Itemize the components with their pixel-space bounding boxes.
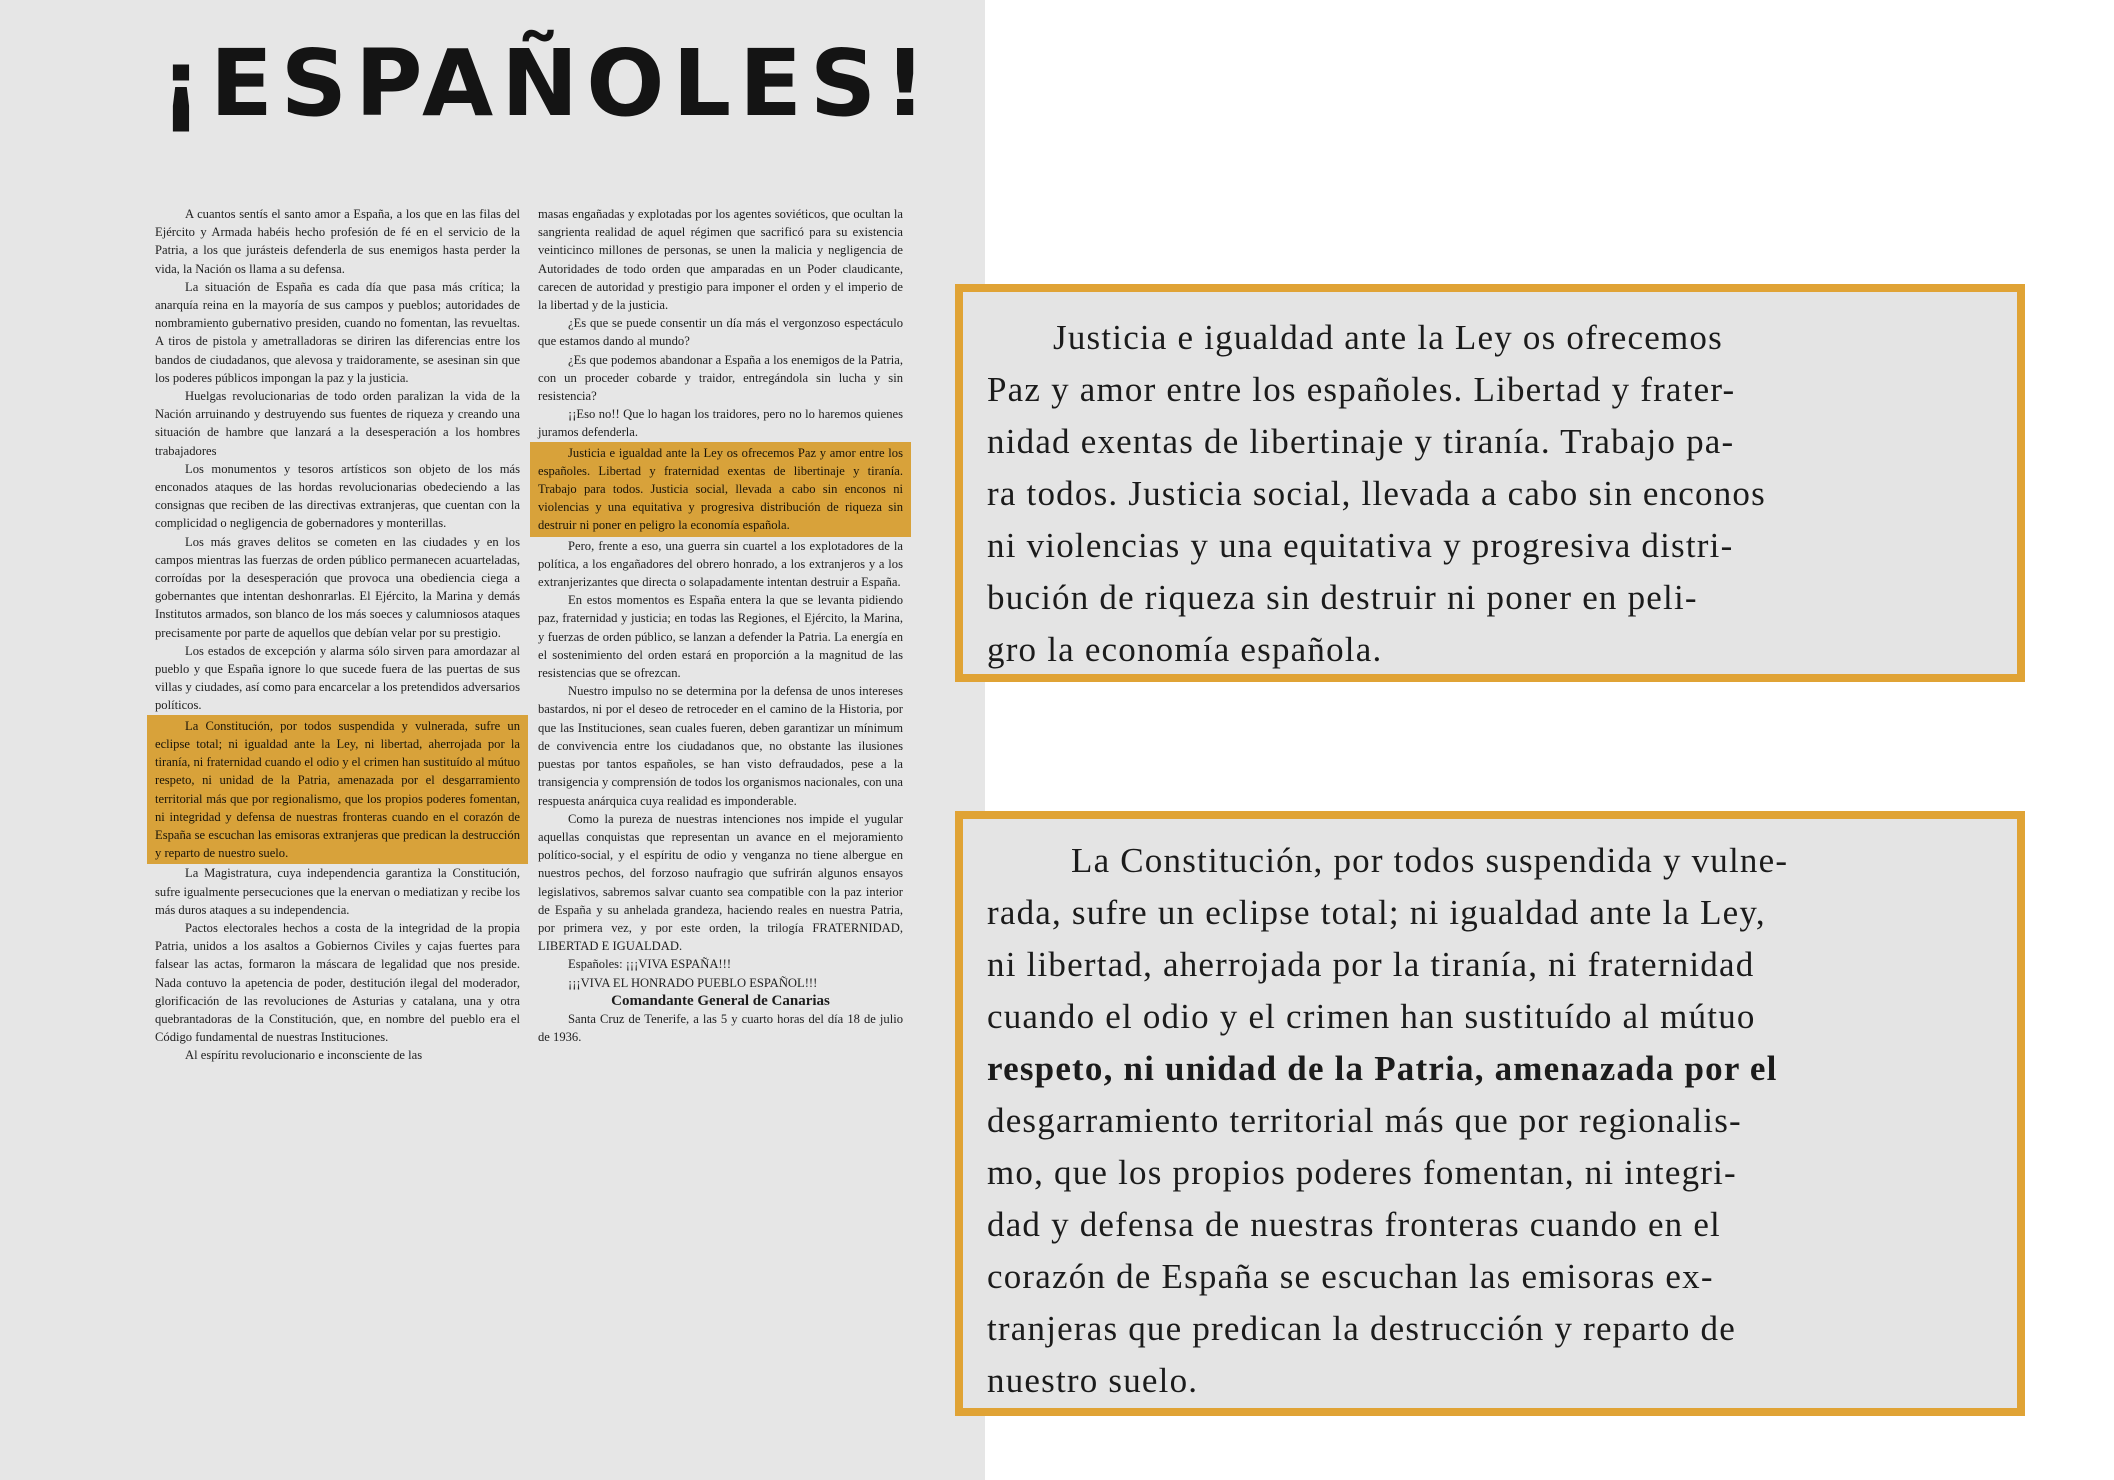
zoom-line: ra todos. Justicia social, llevada a cabo sin enconos [987, 474, 1766, 513]
page-title: ¡ESPAÑOLES! [160, 30, 935, 137]
paragraph: Los más graves delitos se cometen en las ciudades y en los campos mientras las fuerzas de orden público permanecen acuarteladas, corroídas por la desesperación que provoca una obediencia ciega a gobernantes que intentan deshonrarlas. El Ejército, la Marina y demás Institutos armados, son blanco de los más soeces y calumniosos ataques precisamente por parte de aquellos que debían velar por su prestigio. [155, 534, 520, 640]
highlighted-passage-justicia [530, 442, 911, 537]
paragraph: La Magistratura, cuya independencia garantiza la Constitución, sufre igualmente persecuciones que la enervan o mediatizan y recibe los más duros ataques a su independencia. [155, 866, 520, 917]
paragraph: A cuantos sentís el santo amor a España, a los que en las filas del Ejército y Armada habéis hecho profesión de fé en el servicio de la Patria, a los que jurásteis defenderla de sus enemigos hasta perder la vida, la Nación os llama a su defensa. [155, 207, 520, 276]
paragraph: Justicia e igualdad ante la Ley os ofrecemos Paz y amor entre los españoles. Libertad y fraternidad exentas de libertinaje y tiranía. Trabajo para todos. Justicia social, llevada a cabo sin enconos ni violencias y una equitativa y progresiva distribución de riqueza sin destruir ni poner en peligro la economía española. [538, 445, 903, 533]
zoom-line: cuando el odio y el crimen han sustituído al mútuo [987, 997, 1756, 1036]
zoom-line: corazón de España se escuchan las emisoras ex- [987, 1257, 1714, 1296]
paragraph: Los monumentos y tesoros artísticos son objeto de los más enconados ataques de las hordas revolucionarias obedeciendo a las consignas que reciben de las directivas extranjeras, que cuentan con la complicidad o negligencia de gobernadores y monterillas. [155, 461, 520, 531]
paragraph: En estos momentos es España entera la que se levanta pidiendo paz, fraternidad y justicia; en todas las Regiones, el Ejército, la Marina, y fuerzas de orden público, se lanzan a defender la Patria. La energía en el sostenimiento del orden estará en proporción a la magnitud de las resistencias que se ofrezcan. [538, 593, 903, 681]
zoom-line: tranjeras que predican la destrucción y reparto de [987, 1309, 1736, 1348]
zoom-line: La Constitución, por todos suspendida y vulne- [1071, 841, 1789, 880]
paragraph: ¿Es que podemos abandonar a España a los enemigos de la Patria, con un proceder cobarde y traidor, entregándola sin lucha y sin resistencia? [538, 352, 903, 404]
paragraph: ¡¡Eso no!! Que lo hagan los traidores, pero no lo haremos quienes juramos defenderla. [538, 407, 903, 440]
signature: Comandante General de Canarias [611, 992, 830, 1009]
newspaper-page [0, 0, 985, 1480]
zoom-callout-constitucion [955, 811, 2025, 1416]
highlighted-passage-constitucion [147, 715, 528, 865]
zoom-line: nidad exentas de libertinaje y tiranía. Trabajo pa- [987, 422, 1735, 461]
zoom-text [987, 835, 1991, 1407]
paragraph: ¡¡¡VIVA EL HONRADO PUEBLO ESPAÑOL!!! [568, 975, 818, 990]
zoom-line: Paz y amor entre los españoles. Libertad y frater- [987, 370, 1736, 409]
zoom-line: nuestro suelo. [987, 1361, 1199, 1400]
zoom-line: ni violencias y una equitativa y progresiva distri- [987, 526, 1734, 565]
zoom-line: desgarramiento territorial más que por regionalis- [987, 1101, 1742, 1140]
paragraph: Los estados de excepción y alarma sólo sirven para amordazar al pueblo y que España ignore lo que sucede fuera de las puertas de sus villas y ciudades, así como para encarcelar a los pretendidos adversarios políticos. [155, 643, 520, 713]
paragraph: Españoles: ¡¡¡VIVA ESPAÑA!!! [568, 957, 732, 972]
zoom-line: respeto, ni unidad de la Patria, amenazada por el [987, 1049, 1778, 1088]
paragraph: Como la pureza de nuestras intenciones nos impide el yugular aquellas conquistas que representan un avance en el mejoramiento político-social, y el espíritu de odio y venganza no tiene albergue en nuestros pechos, del forzoso naufragio que sufrirán algunos ensayos legislativos, sabremos salvar cuanto sea compatible con la paz interior de España y su anhelada grandeza, haciendo reales en nuestra Patria, por primera vez, y por este orden, la trilogía FRATERNIDAD, LIBERTAD E IGUALDAD. [538, 811, 903, 954]
dateline: Santa Cruz de Tenerife, a las 5 y cuarto horas del día 18 de julio de 1936. [538, 1011, 903, 1045]
paragraph: Pactos electorales hechos a costa de la integridad de la propia Patria, unidos a los asaltos a Gobiernos Civiles y cajas fuertes para falsear las actas, formaron la máscara de legalidad que nos preside. Nada contuvo la apetencia de poder, destitución ilegal del moderador, glorificación de las revoluciones de Asturias y catalana, una y otra quebrantadoras de la Constitución, que, en nombre del pueblo era el Código fundamental de nuestras Instituciones. [155, 920, 520, 1045]
paragraph: Pero, frente a eso, una guerra sin cuartel a los explotadores de la política, a los engañadores del obrero honrado, a los extranjeros y a los extranjerizantes que directa o solapadamente intentan destruir a España. [538, 538, 903, 590]
zoom-line: dad y defensa de nuestras fronteras cuando en el [987, 1205, 1721, 1244]
paragraph: masas engañadas y explotadas por los agentes soviéticos, que ocultan la sangrienta realidad de aquel régimen que sacrificó para su existencia veinticinco millones de personas, se unen la malicia y negligencia de Autoridades de todo orden que amparadas en un Poder claudicante, carecen de autoridad y prestigio para imponer el orden y el imperio de la libertad y de la justicia. [538, 207, 903, 313]
paragraph: La situación de España es cada día que pasa más crítica; la anarquía reina en la mayoría de sus campos y pueblos; autoridades de nombramiento gubernativo presiden, cuando no fomentan, las revueltas. A tiros de pistola y ametralladoras se diriren las diferencias entre los bandos de ciudadanos, que alevosa y traidoramente, se asesinan sin que los poderes públicos impongan la paz y la justicia. [155, 279, 520, 385]
left-column [155, 205, 520, 1065]
zoom-text [987, 312, 1991, 676]
zoom-line: mo, que los propios poderes fomentan, ni integri- [987, 1153, 1737, 1192]
zoom-line: Justicia e igualdad ante la Ley os ofrecemos [1053, 318, 1723, 357]
right-column [538, 205, 903, 1046]
paragraph: Nuestro impulso no se determina por la defensa de unos intereses bastardos, ni por el deseo de retroceder en el camino de la Historia, por que las Instituciones, sean cuales fueren, deben garantizar un mínimum de convivencia entre los ciudadanos que, no obstante las ilusiones puestas por tantos españoles, se han visto defraudados, pese a la transigencia y comprensión de todos los organismos nacionales, con una respuesta anárquica cuya realidad es imponderable. [538, 684, 903, 808]
zoom-line: rada, sufre un eclipse total; ni igualdad ante la Ley, [987, 893, 1766, 932]
paragraph: La Constitución, por todos suspendida y vulnerada, sufre un eclipse total; ni igualdad ante la Ley, ni libertad, aherrojada por la tiranía, ni fraternidad cuando el odio y el crimen han sustituído al mútuo respeto, ni unidad de la Patria, amenazada por el desgarramiento territorial más que por regionalismo, que los propios poderes fomentan, ni integridad y defensa de nuestras fronteras cuando en el corazón de España se escuchan las emisoras extranjeras que predican la destrucción y reparto de nuestro suelo. [155, 718, 520, 861]
zoom-line: ni libertad, aherrojada por la tiranía, ni fraternidad [987, 945, 1755, 984]
zoom-line: gro la economía española. [987, 630, 1383, 669]
paragraph: Huelgas revolucionarias de todo orden paralizan la vida de la Nación arruinando y destruyendo sus fuentes de riqueza y creando una situación de hambre que lanzará a la desesperación a los hombres trabajadores [155, 389, 520, 458]
zoom-callout-justicia [955, 284, 2025, 682]
paragraph: Al espíritu revolucionario e inconsciente de las [185, 1048, 423, 1063]
zoom-line: bución de riqueza sin destruir ni poner en peli- [987, 578, 1698, 617]
paragraph: ¿Es que se puede consentir un día más el vergonzoso espectáculo que estamos dando al mundo? [538, 316, 903, 349]
